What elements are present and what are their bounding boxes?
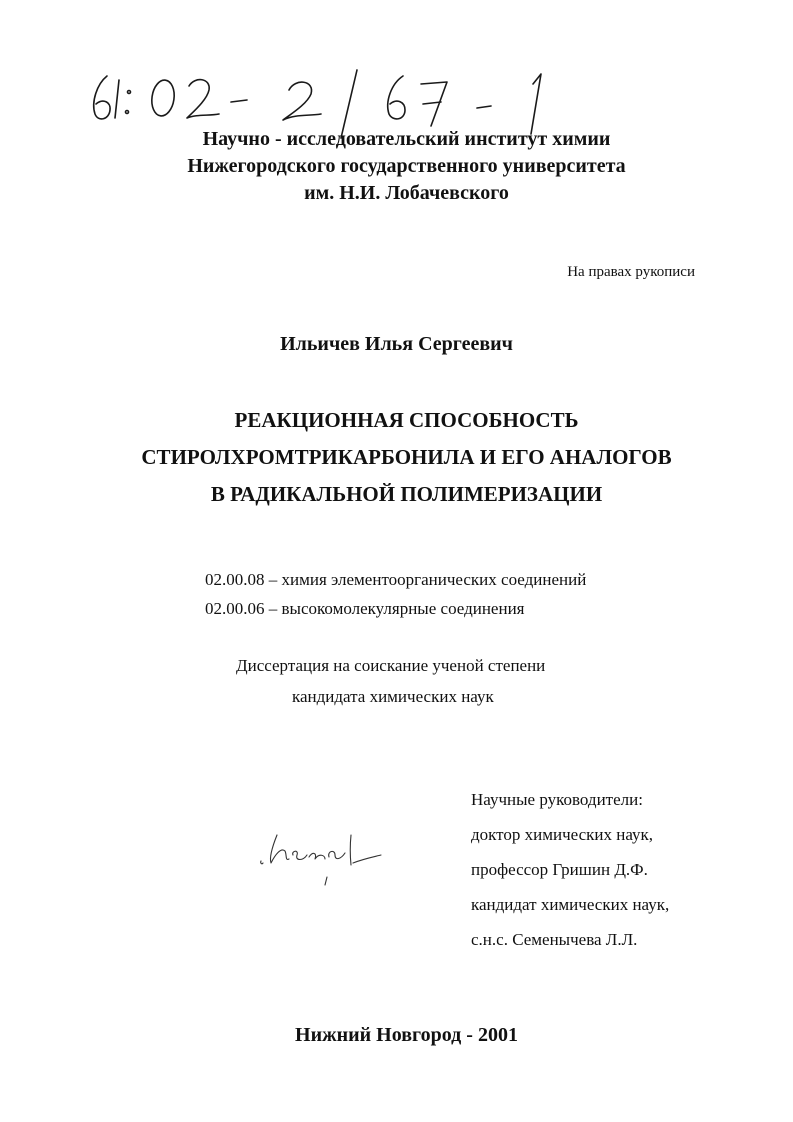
title-line-2: СТИРОЛХРОМТРИКАРБОНИЛА И ЕГО АНАЛОГОВ: [141, 445, 672, 469]
place-and-year: [0, 1024, 793, 1047]
degree-line-2: кандидата химических наук: [292, 687, 494, 706]
dissertation-title: [0, 402, 793, 513]
supervisors-heading: Научные руководители:: [471, 790, 643, 809]
title-line-3: В РАДИКАЛЬНОЙ ПОЛИМЕРИЗАЦИИ: [210, 482, 603, 506]
institution-header: [0, 126, 793, 207]
title-line-1: РЕАКЦИОННАЯ СПОСОБНОСТЬ: [234, 408, 579, 432]
supervisor-line: доктор химических наук,: [471, 825, 654, 844]
place-year-text: Нижний Новгород - 2001: [295, 1024, 518, 1046]
supervisor-line: профессор Гришин Д.Ф.: [471, 860, 648, 879]
degree-line-1: Диссертация на соискание ученой степени: [236, 656, 546, 675]
handwritten-signature: [255, 825, 385, 895]
specialty-line: 02.00.06 – высокомолекулярные соединения: [205, 599, 525, 618]
rights-note: На правах рукописи: [567, 264, 695, 280]
degree-statement: [236, 650, 545, 712]
supervisors-block: [471, 782, 669, 957]
institution-line-1: Научно - исследовательский институт химии: [202, 128, 611, 150]
specialty-line: 02.00.08 – химия элементоорганических соединений: [205, 570, 587, 589]
supervisor-line: кандидат химических наук,: [471, 895, 670, 914]
supervisor-line: с.н.с. Семенычева Л.Л.: [471, 930, 638, 949]
specialty-codes: [205, 565, 586, 623]
institution-line-3: им. Н.И. Лобачевского: [304, 182, 509, 204]
institution-line-2: Нижегородского государственного университета: [187, 155, 626, 177]
author-name: Ильичев Илья Сергеевич: [280, 333, 513, 355]
